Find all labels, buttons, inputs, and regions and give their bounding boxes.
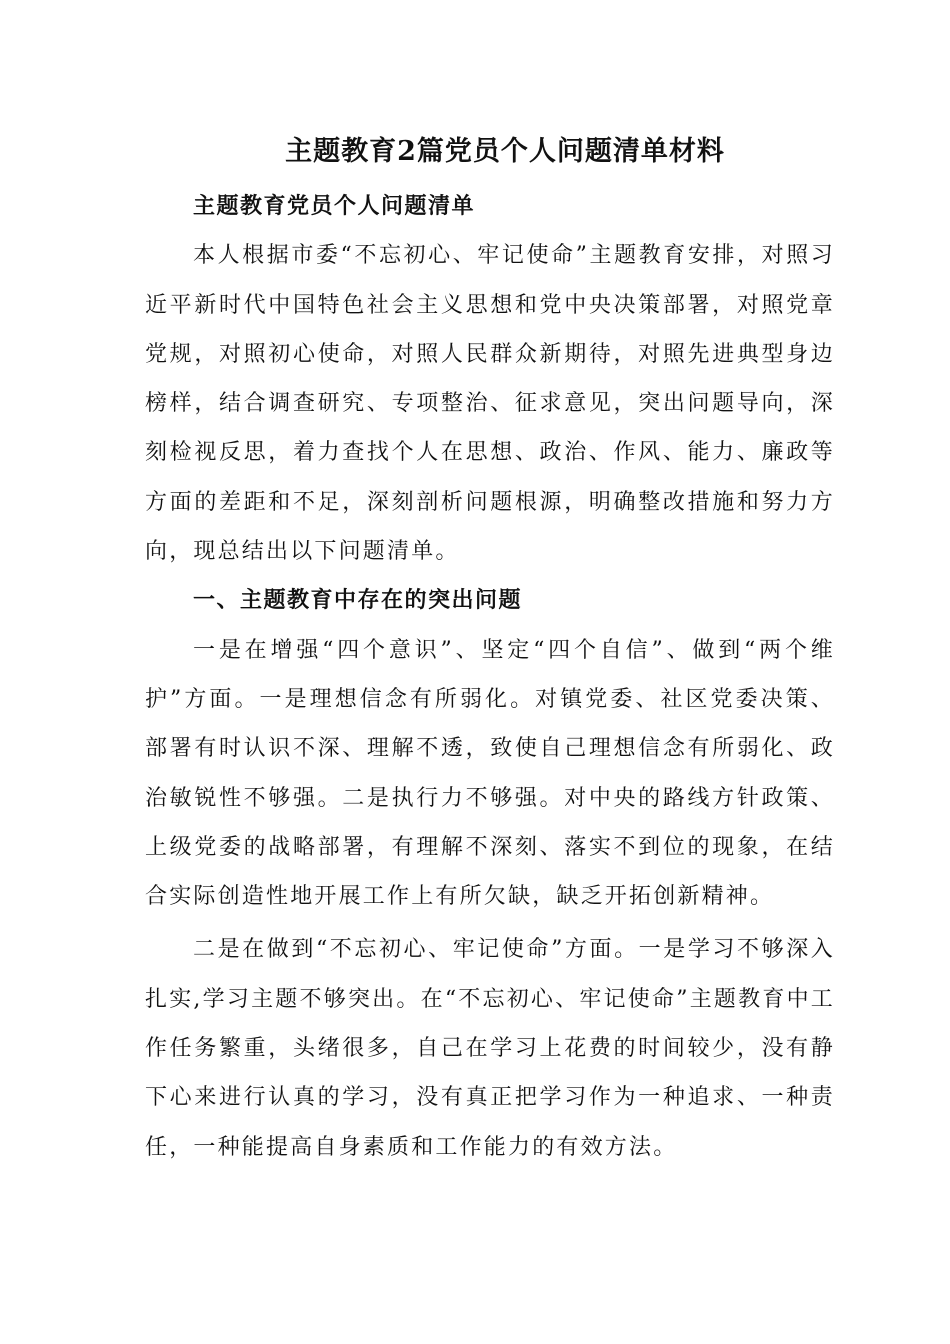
- document-body: [145, 182, 835, 1172]
- subtitle-heading: 主题教育党员个人问题清单: [193, 193, 476, 219]
- paragraph-2: 二是在做到“不忘初心、牢记使命”方面。一是学习不够深入扎实,学习主题不够突出。在“不忘初心、牢记使命”主题教育中工作任务繁重，头绪很多，自己在学习上花费的时间较少，没有静下心来进行认真的学习，没有真正把学习作为一种追求、一种责任，一种能提高自身素质和工作能力的有效方法。: [145, 937, 835, 1160]
- paragraph-1: 一是在增强“四个意识”、坚定“四个自信”、做到“两个维护”方面。一是理想信念有所弱化。对镇党委、社区党委决策、部署有时认识不深、理解不透，致使自己理想信念有所弱化、政治敏锐性不够强。二是执行力不够强。对中央的路线方针政策、上级党委的战略部署，有理解不深刻、落实不到位的现象，在结合实际创造性地开展工作上有所欠缺，缺乏开拓创新精神。: [145, 637, 835, 910]
- intro-paragraph: 本人根据市委“不忘初心、牢记使命”主题教育安排，对照习近平新时代中国特色社会主义思想和党中央决策部署，对照党章党规，对照初心使命，对照人民群众新期待，对照先进典型身边榜样，结合调查研究、专项整治、征求意见，突出问题导向，深刻检视反思，着力查找个人在思想、政治、作风、能力、廉政等方面的差距和不足，深刻剖析问题根源，明确整改措施和努力方向，现总结出以下问题清单。: [145, 243, 835, 565]
- section-heading: 一、主题教育中存在的突出问题: [193, 587, 523, 614]
- document-title: 主题教育2篇党员个人问题清单材料: [285, 136, 725, 167]
